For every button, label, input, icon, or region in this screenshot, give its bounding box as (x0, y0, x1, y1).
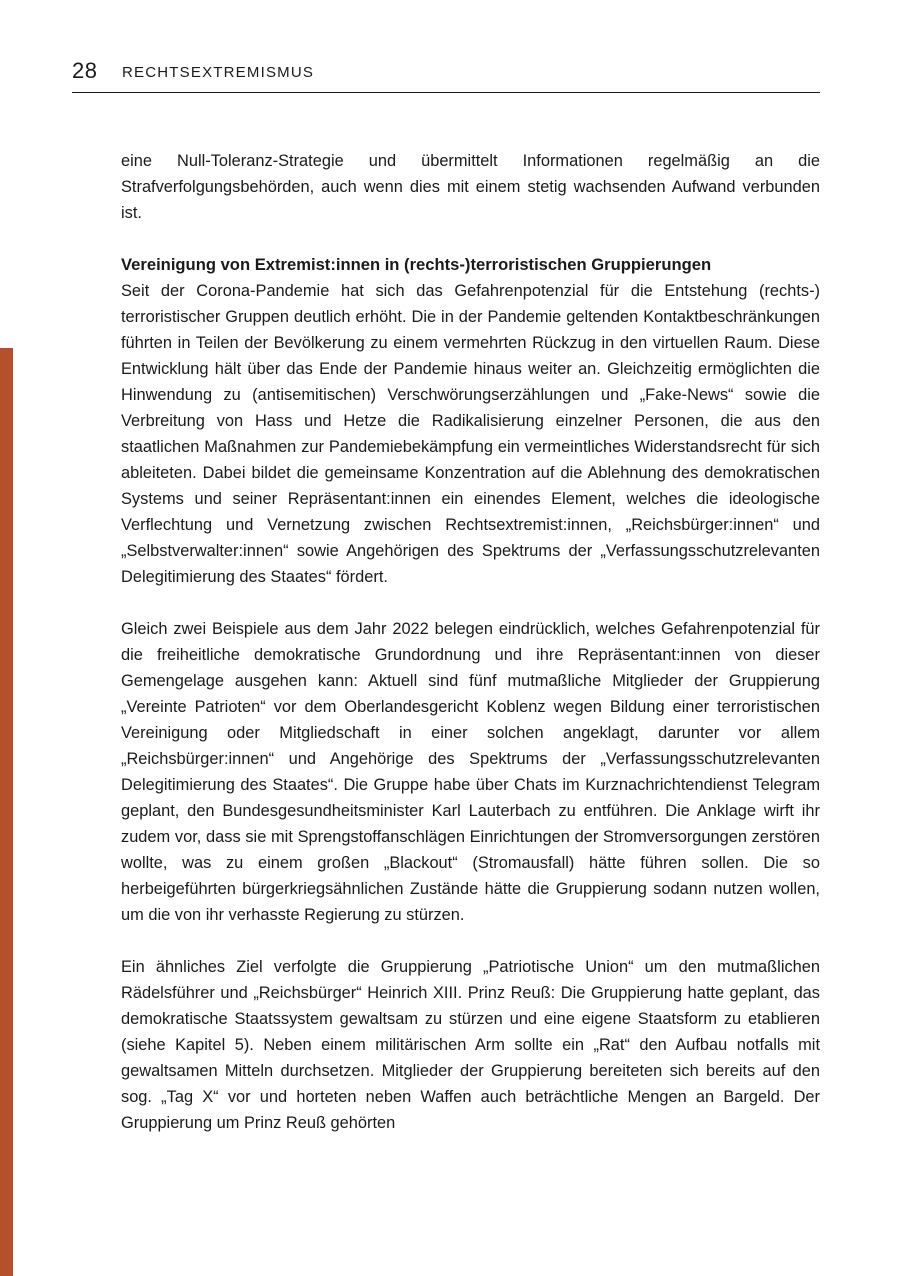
body-paragraph: Ein ähnliches Ziel verfolgte die Gruppierung „Patriotische Union“ um den mutmaßlichen Rädelsführer und „Reichsbürger“ Heinrich XIII. Prinz Reuß: Die Gruppierung hatte geplant, das demokratische Staatssystem gewaltsam zu stürzen und eine eigene Staatsform zu etablieren (siehe Kapitel 5). Neben einem militärischen Arm sollte ein „Rat“ den Aufbau notfalls mit gewaltsamen Mitteln durchsetzen. Mitglieder der Gruppierung bereiteten sich bereits auf den sog. „Tag X“ vor und horteten neben Waffen auch beträchtliche Mengen an Bargeld. Der Gruppierung um Prinz Reuß gehörten (121, 958, 820, 1132)
page-body (121, 148, 820, 1136)
chapter-color-bar (0, 348, 13, 1276)
body-paragraph: eine Null-Toleranz-Strategie und übermittelt Informationen regelmäßig an die Strafverfolgungsbehörden, auch wenn dies mit einem stetig wachsenden Aufwand verbunden ist. (121, 152, 820, 222)
running-title: RECHTSEXTREMISMUS (122, 64, 315, 81)
section-heading: Vereinigung von Extremist:innen in (rechts-)terroristischen Gruppierungen (121, 255, 712, 274)
page-header (72, 58, 820, 93)
page-number: 28 (72, 58, 98, 83)
body-paragraph: Gleich zwei Beispiele aus dem Jahr 2022 belegen eindrücklich, welches Gefahrenpotenzial für die freiheitliche demokratische Grundordnung und ihre Repräsentant:innen von dieser Gemengelage ausgehen kann: Aktuell sind fünf mutmaßliche Mitglieder der Gruppierung „Vereinte Patrioten“ vor dem Oberlandesgericht Koblenz wegen Bildung einer terroristischen Vereinigung oder Mitgliedschaft in einer solchen angeklagt, darunter vor allem „Reichsbürger:innen“ und Angehörige des Spektrums der „Verfassungsschutzrelevanten Delegitimierung des Staates“. Die Gruppe habe über Chats im Kurznachrichtendienst Telegram geplant, den Bundesgesundheitsminister Karl Lauterbach zu entführen. Die Anklage wirft ihr zudem vor, dass sie mit Sprengstoffanschlägen Einrichtungen der Stromversorgungen zerstören wollte, was zu einem großen „Blackout“ (Stromausfall) hätte führen sollen. Die so herbeigeführten bürgerkriegsähnlichen Zustände hätte die Gruppierung sodann nutzen wollen, um die von ihr verhasste Regierung zu stürzen. (121, 620, 820, 924)
body-paragraph: Seit der Corona-Pandemie hat sich das Gefahrenpotenzial für die Entstehung (rechts-) terroristischer Gruppen deutlich erhöht. Die in der Pandemie geltenden Kontaktbeschränkungen führten in Teilen der Bevölkerung zu einem vermehrten Rückzug in den virtuellen Raum. Diese Entwicklung hält über das Ende der Pandemie hinaus weiter an. Gleichzeitig ermöglichten die Hinwendung zu (antisemitischen) Verschwörungserzählungen und „Fake-News“ sowie die Verbreitung von Hass und Hetze die Radikalisierung einzelner Personen, die aus den staatlichen Maßnahmen zur Pandemiebekämpfung ein vermeintliches Widerstandsrecht für sich ableiteten. Dabei bildet die gemeinsame Konzentration auf die Ablehnung des demokratischen Systems und seiner Repräsentant:innen ein einendes Element, welches die ideologische Verflechtung und Vernetzung zwischen Rechtsextremist:innen, „Reichsbürger:innen“ und „Selbstverwalter:innen“ sowie Angehörigen des Spektrums der „Verfassungsschutzrelevanten Delegitimierung des Staates“ fördert. (121, 282, 820, 586)
